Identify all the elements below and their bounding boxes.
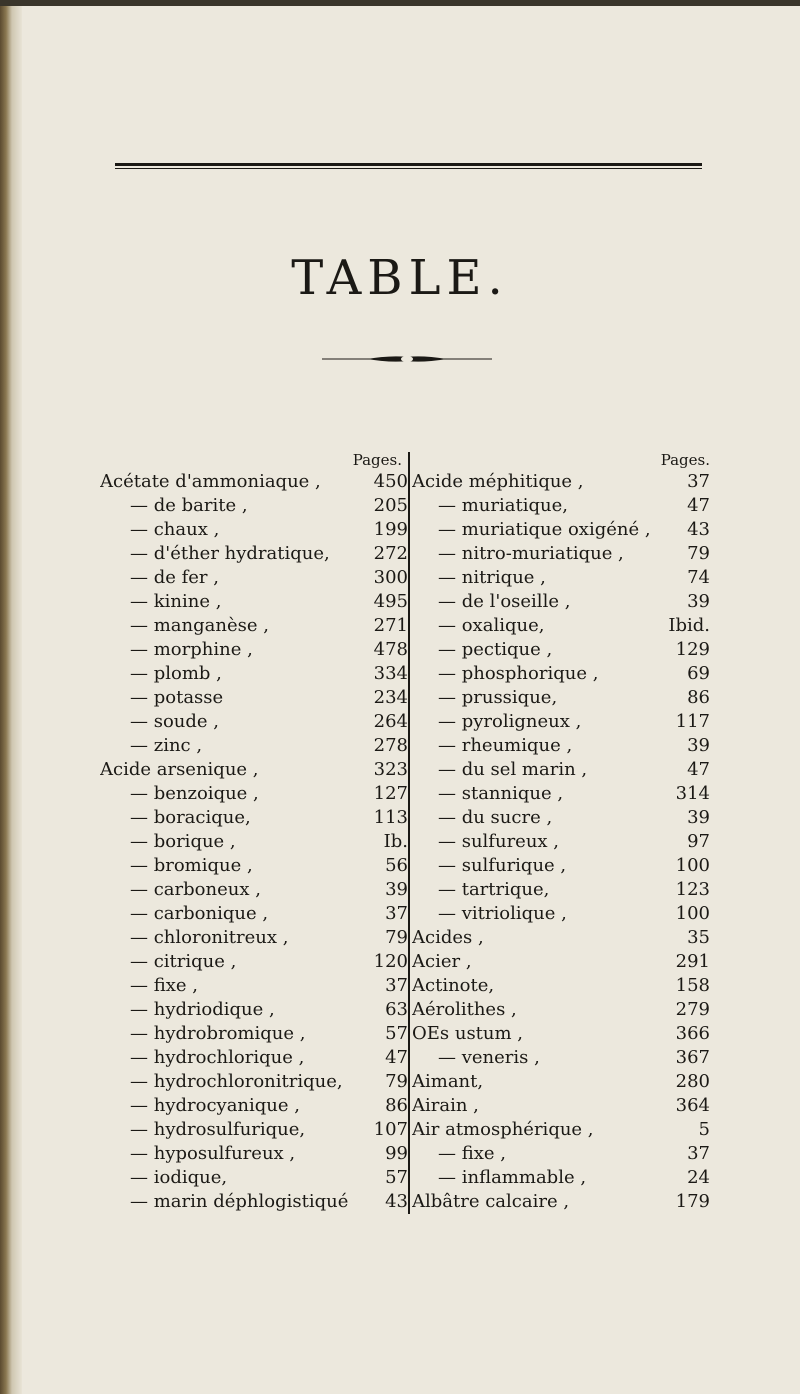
entry-page: 69 <box>687 663 710 684</box>
entry-page: 99 <box>385 1143 408 1164</box>
entry-name: — manganèse , <box>130 615 269 636</box>
index-entry <box>412 1094 710 1118</box>
index-entry <box>412 758 710 782</box>
entry-page: 86 <box>385 1095 408 1116</box>
entry-page: 127 <box>373 783 408 804</box>
entry-page: 79 <box>687 543 710 564</box>
index-entry <box>100 1094 408 1118</box>
entry-name: Air atmosphérique , <box>412 1119 594 1140</box>
entry-name: — hydrochloronitrique, <box>130 1071 343 1092</box>
entry-name: — soude , <box>130 711 220 732</box>
index-entry <box>100 1070 408 1094</box>
entry-name: — rheumique , <box>438 735 573 756</box>
entry-page: 120 <box>373 951 408 972</box>
entry-name: Actinote, <box>412 975 495 996</box>
pages-header-right: Pages. <box>660 451 710 469</box>
index-entry <box>100 518 408 542</box>
index-entry <box>412 854 710 878</box>
entry-name: — hydrochlorique , <box>130 1047 305 1068</box>
entry-page: 334 <box>373 663 408 684</box>
entry-name: — marin déphlogistiqué <box>130 1191 349 1212</box>
book-binding-edge <box>0 0 22 1394</box>
entry-page: 291 <box>675 951 710 972</box>
entry-name: — sulfurique , <box>438 855 567 876</box>
index-entry <box>100 830 408 854</box>
entry-page: 57 <box>385 1167 408 1188</box>
entry-page: 86 <box>687 687 710 708</box>
entry-name: — iodique, <box>130 1167 228 1188</box>
entry-name: — potasse <box>130 687 224 708</box>
index-entry <box>412 1118 710 1142</box>
entry-name: — prussique, <box>438 687 558 708</box>
index-entry <box>412 1166 710 1190</box>
entry-name: — d'éther hydratique, <box>130 543 330 564</box>
entry-name: — de barite , <box>130 495 248 516</box>
entry-name: — citrique , <box>130 951 237 972</box>
index-entry <box>100 1142 408 1166</box>
entry-page: 74 <box>687 567 710 588</box>
entry-name: — zinc , <box>130 735 203 756</box>
index-entry <box>412 590 710 614</box>
index-entry <box>412 470 710 494</box>
index-entry <box>100 494 408 518</box>
entry-page: 39 <box>385 879 408 900</box>
entry-page: 300 <box>373 567 408 588</box>
entry-name: — oxalique, <box>438 615 545 636</box>
entry-page: 100 <box>675 903 710 924</box>
entry-page: 79 <box>385 927 408 948</box>
entry-name: — nitro-muriatique , <box>438 543 624 564</box>
entry-page: 43 <box>687 519 710 540</box>
entry-name: Albâtre calcaire , <box>412 1191 570 1212</box>
page-title: TABLE. <box>291 250 509 306</box>
entry-name: — sulfureux , <box>438 831 560 852</box>
entry-name: — plomb , <box>130 663 222 684</box>
entry-name: — bromique , <box>130 855 253 876</box>
index-column-left <box>100 450 408 1214</box>
entry-name: OEs ustum , <box>412 1023 524 1044</box>
entry-page: 205 <box>373 495 408 516</box>
entry-page: Ib. <box>383 831 408 852</box>
entry-name: — morphine , <box>130 639 253 660</box>
entry-page: 47 <box>687 759 710 780</box>
index-entry <box>412 806 710 830</box>
entry-page: 39 <box>687 807 710 828</box>
entry-name: — chloronitreux , <box>130 927 289 948</box>
index-entry <box>100 878 408 902</box>
index-entry <box>412 1190 710 1214</box>
entry-name: — du sel marin , <box>438 759 588 780</box>
entry-name: — carbonique , <box>130 903 269 924</box>
index-entry <box>412 494 710 518</box>
index-entry <box>100 974 408 998</box>
entry-page: 37 <box>687 1143 710 1164</box>
entry-name: — pyroligneux , <box>438 711 582 732</box>
entry-name: — hydriodique , <box>130 999 275 1020</box>
entry-page: 364 <box>675 1095 710 1116</box>
index-column-right <box>412 450 710 1214</box>
index-entry <box>412 614 710 638</box>
index-entry <box>412 1046 710 1070</box>
index-entry <box>412 734 710 758</box>
entry-name: — fixe , <box>130 975 198 996</box>
index-entry <box>100 662 408 686</box>
index-entry <box>412 782 710 806</box>
entry-page: 63 <box>385 999 408 1020</box>
ornament-divider <box>322 352 492 366</box>
entry-page: 129 <box>675 639 710 660</box>
entry-name: — hydrocyanique , <box>130 1095 300 1116</box>
index-entry <box>100 1046 408 1070</box>
entry-name: Acide méphitique , <box>412 471 584 492</box>
index-entry <box>412 566 710 590</box>
index-entry <box>412 926 710 950</box>
entry-page: 271 <box>373 615 408 636</box>
entry-page: 123 <box>675 879 710 900</box>
entry-name: Airain , <box>412 1095 479 1116</box>
entry-page: 39 <box>687 735 710 756</box>
entry-page: 39 <box>687 591 710 612</box>
entry-name: — inflammable , <box>438 1167 587 1188</box>
index-entry <box>100 1022 408 1046</box>
entry-page: 57 <box>385 1023 408 1044</box>
index-entry <box>412 1142 710 1166</box>
entry-name: — fixe , <box>438 1143 506 1164</box>
entry-page: 264 <box>373 711 408 732</box>
index-entry <box>412 1022 710 1046</box>
index-entry <box>100 710 408 734</box>
index-entry <box>100 806 408 830</box>
index-entry <box>412 638 710 662</box>
entry-name: — borique , <box>130 831 236 852</box>
entry-page: 47 <box>385 1047 408 1068</box>
index-entry <box>412 710 710 734</box>
column-divider <box>408 452 410 1214</box>
entry-name: Aérolithes , <box>412 999 517 1020</box>
entry-name: — boracique, <box>130 807 251 828</box>
entry-name: — muriatique oxigéné , <box>438 519 651 540</box>
entry-name: — stannique , <box>438 783 564 804</box>
title-rule <box>115 163 702 169</box>
entry-page: 37 <box>687 471 710 492</box>
entry-name: — chaux , <box>130 519 220 540</box>
entry-name: Acide arsenique , <box>100 759 259 780</box>
entry-page: 35 <box>687 927 710 948</box>
index-entry <box>412 1070 710 1094</box>
entry-page: 56 <box>385 855 408 876</box>
entry-page: 97 <box>687 831 710 852</box>
index-entry <box>100 950 408 974</box>
entry-name: — vitriolique , <box>438 903 567 924</box>
entry-name: — pectique , <box>438 639 553 660</box>
page-top-edge <box>0 0 800 6</box>
entry-page: Ibid. <box>668 615 710 636</box>
index-entry <box>412 950 710 974</box>
entry-page: 234 <box>373 687 408 708</box>
entry-name: — tartrique, <box>438 879 550 900</box>
entry-page: 113 <box>373 807 408 828</box>
entry-name: — kinine , <box>130 591 222 612</box>
index-entry <box>412 542 710 566</box>
index-entry <box>100 1166 408 1190</box>
entry-page: 79 <box>385 1071 408 1092</box>
entry-page: 495 <box>373 591 408 612</box>
index-entry <box>100 782 408 806</box>
entry-name: — muriatique, <box>438 495 568 516</box>
index-entry <box>100 1118 408 1142</box>
entry-page: 158 <box>675 975 710 996</box>
index-entry <box>100 566 408 590</box>
entry-name: — du sucre , <box>438 807 553 828</box>
entry-page: 47 <box>687 495 710 516</box>
index-entry <box>412 902 710 926</box>
index-entry <box>100 998 408 1022</box>
index-entry <box>412 974 710 998</box>
entry-name: — hydrosulfurique, <box>130 1119 306 1140</box>
entry-page: 478 <box>373 639 408 660</box>
entry-page: 314 <box>675 783 710 804</box>
index-entry <box>100 614 408 638</box>
entry-name: — carboneux , <box>130 879 261 900</box>
index-entry <box>412 662 710 686</box>
entry-name: — de fer , <box>130 567 219 588</box>
left-entries <box>100 470 408 1214</box>
entry-name: Aimant, <box>412 1071 484 1092</box>
entry-name: — de l'oseille , <box>438 591 571 612</box>
index-entry <box>100 470 408 494</box>
entry-page: 5 <box>698 1119 710 1140</box>
index-entry <box>100 734 408 758</box>
entry-page: 450 <box>373 471 408 492</box>
index-entry <box>412 686 710 710</box>
index-entry <box>100 926 408 950</box>
entry-page: 199 <box>373 519 408 540</box>
entry-name: Acétate d'ammoniaque , <box>100 471 321 492</box>
entry-page: 100 <box>675 855 710 876</box>
entry-page: 367 <box>675 1047 710 1068</box>
entry-page: 280 <box>675 1071 710 1092</box>
entry-name: Acides , <box>412 927 484 948</box>
entry-page: 37 <box>385 903 408 924</box>
index-entry <box>100 590 408 614</box>
entry-name: — hydrobromique , <box>130 1023 306 1044</box>
entry-name: Acier , <box>412 951 472 972</box>
index-entry <box>412 878 710 902</box>
index-entry <box>100 638 408 662</box>
entry-page: 278 <box>373 735 408 756</box>
entry-page: 107 <box>373 1119 408 1140</box>
entry-name: — hyposulfureux , <box>130 1143 296 1164</box>
entry-page: 117 <box>675 711 710 732</box>
right-entries <box>412 470 710 1214</box>
index-entry <box>100 542 408 566</box>
entry-page: 279 <box>675 999 710 1020</box>
index-entry <box>412 998 710 1022</box>
entry-name: — phosphorique , <box>438 663 599 684</box>
index-entry <box>100 758 408 782</box>
index-entry <box>100 686 408 710</box>
index-entry <box>100 902 408 926</box>
entry-page: 323 <box>373 759 408 780</box>
entry-page: 43 <box>385 1191 408 1212</box>
entry-page: 366 <box>675 1023 710 1044</box>
pages-header-left: Pages. <box>352 451 402 469</box>
index-entry <box>100 1190 408 1214</box>
entry-page: 272 <box>373 543 408 564</box>
index-entry <box>412 830 710 854</box>
index-entry <box>100 854 408 878</box>
entry-page: 24 <box>687 1167 710 1188</box>
entry-name: — nitrique , <box>438 567 546 588</box>
entry-name: — benzoique , <box>130 783 259 804</box>
entry-page: 179 <box>675 1191 710 1212</box>
index-entry <box>412 518 710 542</box>
entry-page: 37 <box>385 975 408 996</box>
entry-name: — veneris , <box>438 1047 540 1068</box>
